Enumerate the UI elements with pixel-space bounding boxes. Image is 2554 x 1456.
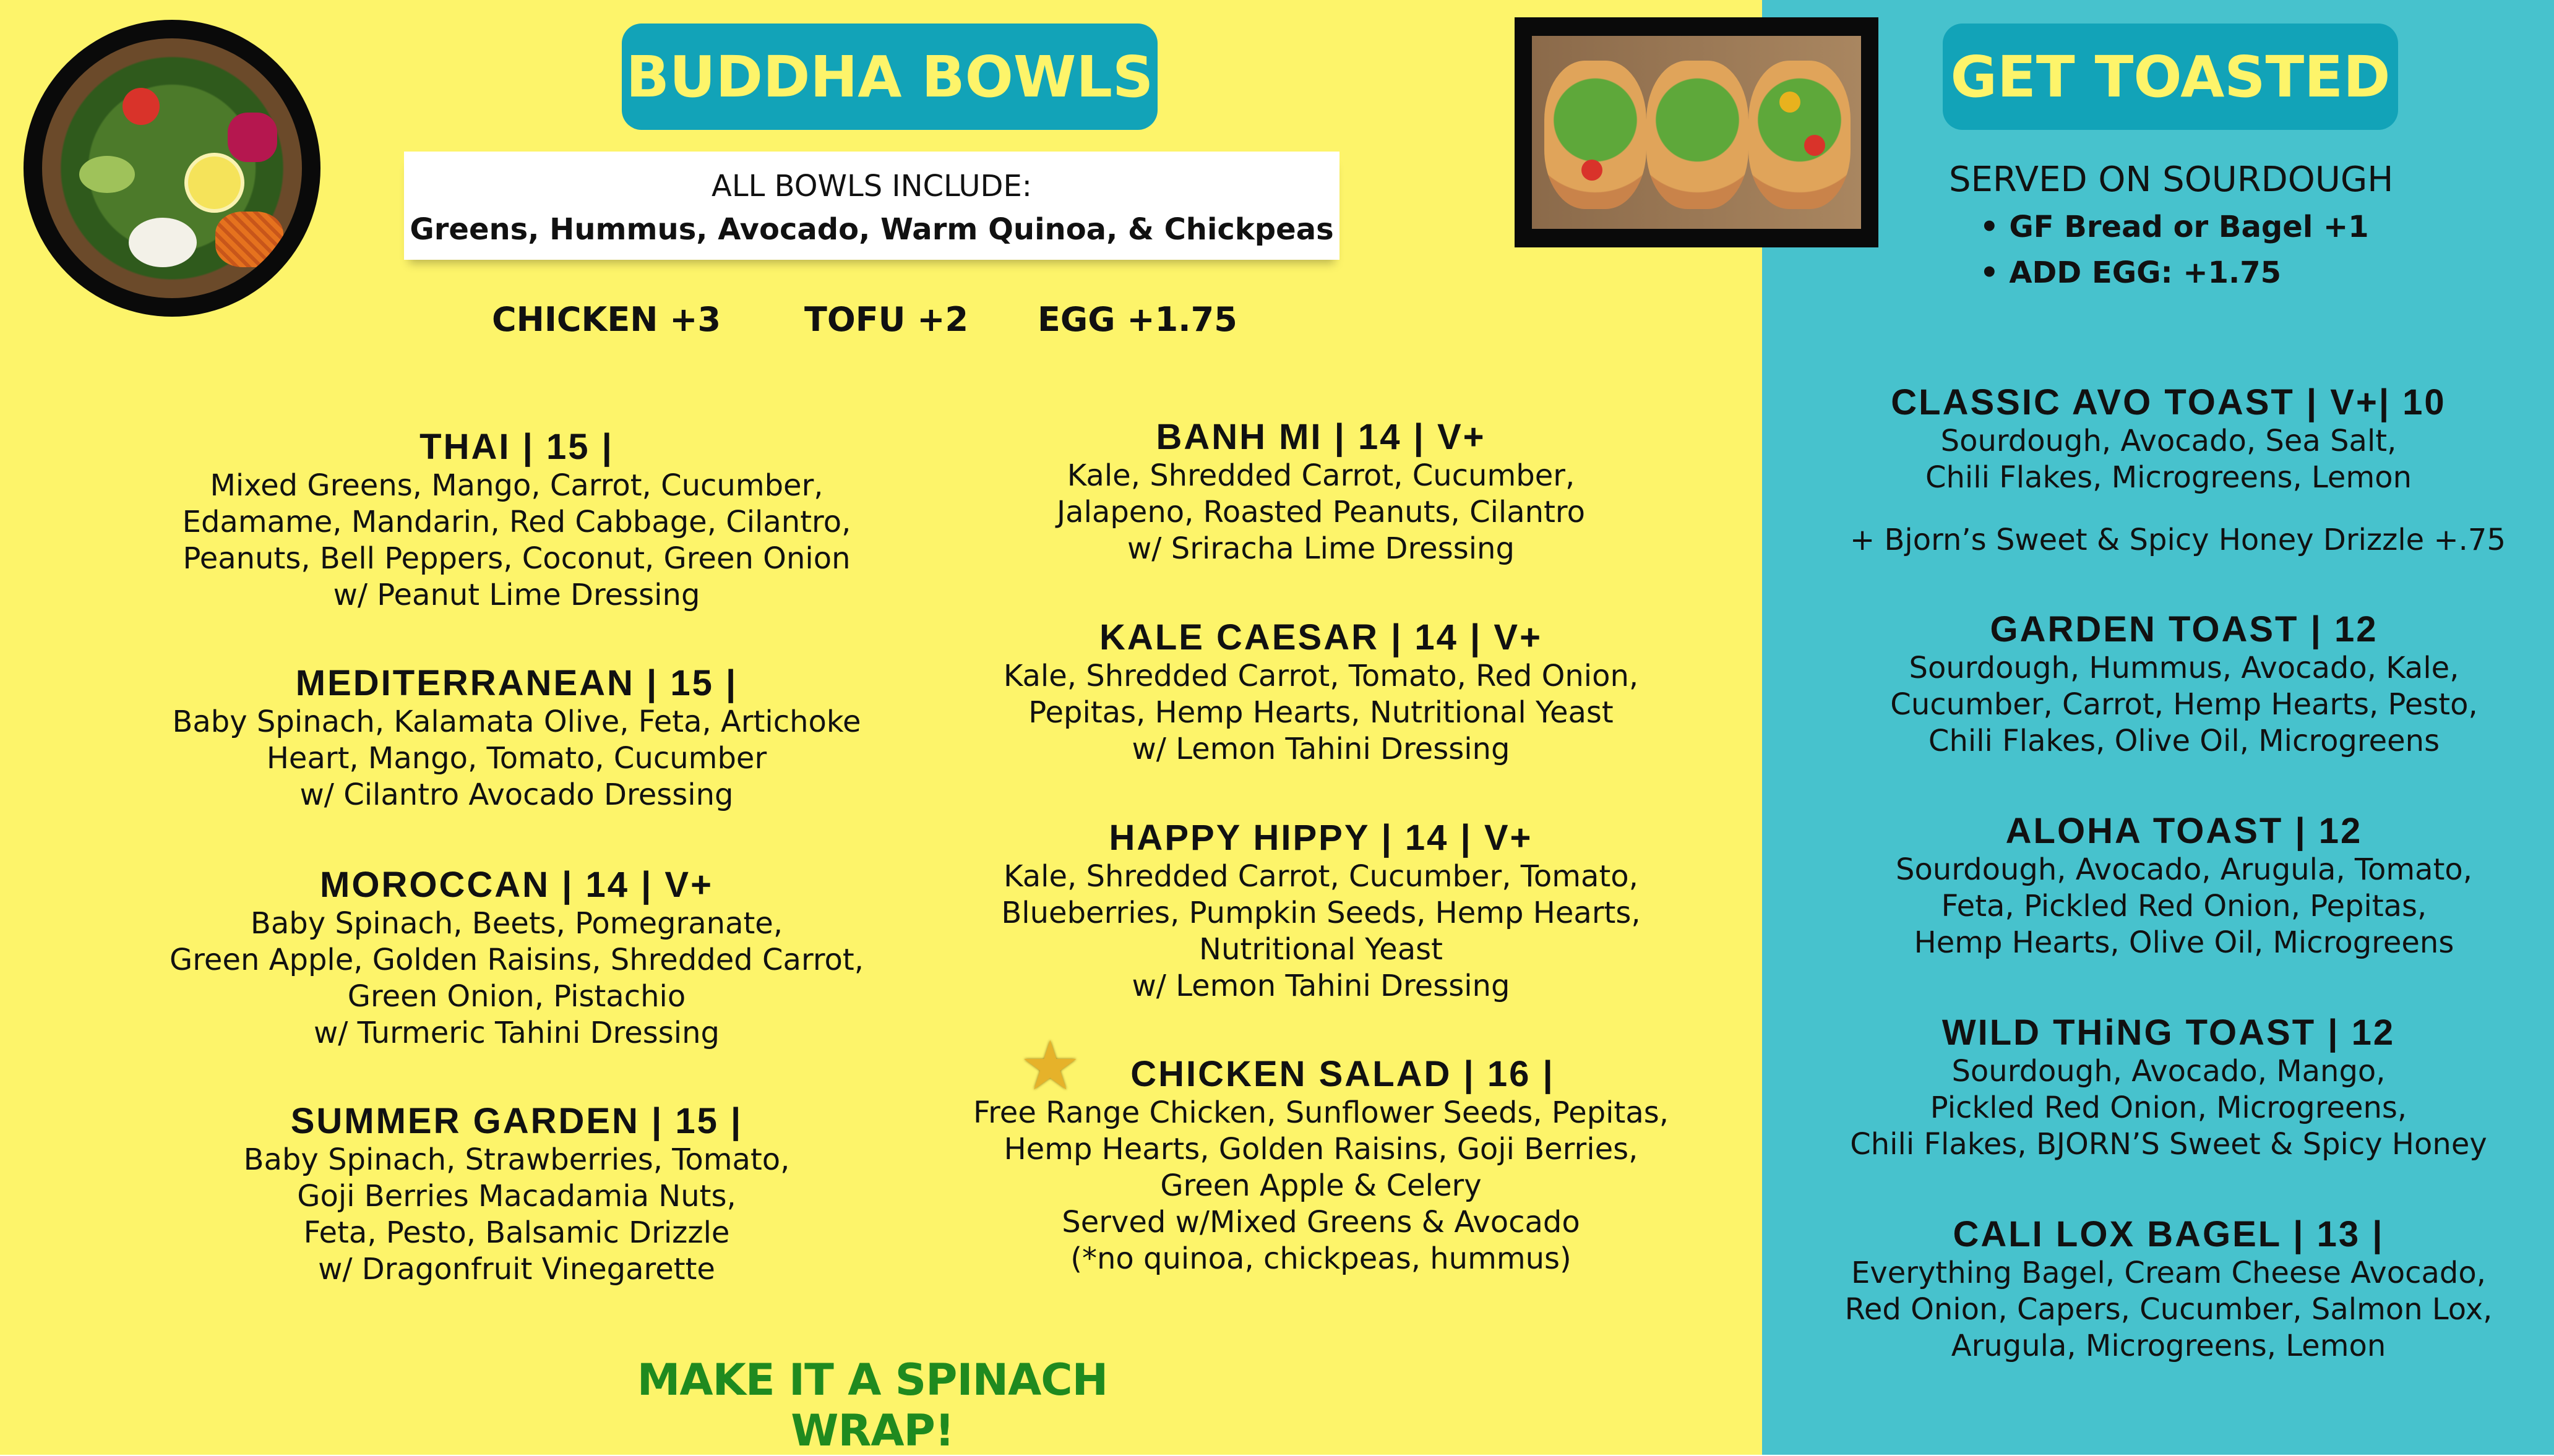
item-description: Mixed Greens, Mango, Carrot, Cucumber, Edamame, Mandarin, Red Cabbage, Cilantro, Peanuts, Bell Peppers, Coconut, Green Onion w/ Peanut Lime Dressing <box>182 468 851 612</box>
item-name: ALOHA TOAST | 12 <box>2005 811 2363 851</box>
item-description: Sourdough, Hummus, Avocado, Kale, Cucumber, Carrot, Hemp Hearts, Pesto, Chili Flakes, Olive Oil, Microgreens <box>1890 651 2478 758</box>
item-description: Kale, Shredded Carrot, Cucumber, Jalapeno, Roasted Peanuts, Cilantro w/ Sriracha Lime Dressing <box>1057 458 1585 566</box>
served-title: SERVED ON SOURDOUGH <box>1949 160 2394 200</box>
include-items: Greens, Hummus, Avocado, Warm Quinoa, & Chickpeas <box>410 212 1334 247</box>
item-name: KALE CAESAR | 14 | V+ <box>1099 617 1542 657</box>
addon-chicken: CHICKEN +3 <box>492 300 721 339</box>
menu-item-aloha-toast <box>1841 811 2527 961</box>
item-description: Baby Spinach, Kalamata Olive, Feta, Artichoke Heart, Mango, Tomato, Cucumber w/ Cilantro Avocado Dressing <box>172 704 861 812</box>
menu-item-thai <box>145 427 888 614</box>
item-name: CLASSIC AVO TOAST | V+| 10 <box>1891 382 2446 422</box>
include-title: ALL BOWLS INCLUDE: <box>712 169 1032 203</box>
item-description: Kale, Shredded Carrot, Tomato, Red Onion, Pepitas, Hemp Hearts, Nutritional Yeast w/ Lemon Tahini Dressing <box>1003 659 1639 766</box>
addon-tofu: TOFU +2 <box>804 300 969 339</box>
menu-item-moroccan <box>145 865 888 1051</box>
spinach-wrap-note: MAKE IT A SPINACH WRAP! <box>637 1355 1108 1456</box>
item-name: MEDITERRANEAN | 15 | <box>295 663 738 703</box>
item-name: GARDEN TOAST | 12 <box>1990 609 2378 649</box>
menu-item-chicken-salad <box>950 1054 1692 1277</box>
menu-item-garden-toast <box>1841 609 2527 760</box>
item-name: THAI | 15 | <box>419 427 614 467</box>
toast-image <box>1532 36 1861 229</box>
item-description: Baby Spinach, Strawberries, Tomato, Goji Berries Macadamia Nuts, Feta, Pesto, Balsamic Drizzle w/ Dragonfruit Vinegarette <box>243 1142 790 1287</box>
menu-item-happy-hippy <box>950 818 1692 1004</box>
star-icon: ★ <box>1020 1026 1081 1105</box>
item-description: Sourdough, Avocado, Mango, Pickled Red Onion, Microgreens, Chili Flakes, BJORN’S Sweet & Spicy Honey <box>1850 1054 2487 1162</box>
menu-item-summer-garden <box>145 1101 888 1288</box>
item-description: Sourdough, Avocado, Arugula, Tomato, Feta, Pickled Red Onion, Pepitas, Hemp Hearts, Olive Oil, Microgreens <box>1895 852 2473 960</box>
menu-item-cali-lox-bagel <box>1825 1214 2512 1364</box>
item-description: Everything Bagel, Cream Cheese Avocado, Red Onion, Capers, Cucumber, Salmon Lox, Arugula, Microgreens, Lemon <box>1844 1256 2493 1363</box>
bowl-image <box>42 38 302 298</box>
item-description: Baby Spinach, Beets, Pomegranate, Green Apple, Golden Raisins, Shredded Carrot, Green Onion, Pistachio w/ Turmeric Tahini Dressing <box>170 906 864 1050</box>
bowls-include-box <box>404 152 1339 260</box>
item-description: Free Range Chicken, Sunflower Seeds, Pepitas, Hemp Hearts, Golden Raisins, Goji Berries, Green Apple & Celery Served w/Mixed Greens & Avocado (*no quinoa, chickpeas, hummus) <box>973 1095 1669 1276</box>
served-option: • ADD EGG: +1.75 <box>1980 250 2369 296</box>
item-name: WILD THiNG TOAST | 12 <box>1941 1013 2396 1053</box>
addon-egg: EGG +1.75 <box>1038 300 1237 339</box>
toast-photo <box>1515 17 1878 247</box>
buddha-bowls-banner: BUDDHA BOWLS <box>622 24 1158 130</box>
item-name: BANH MI | 14 | V+ <box>1156 417 1486 457</box>
menu-item-kale-caesar <box>950 617 1692 768</box>
get-toasted-banner: GET TOASTED <box>1943 24 2398 130</box>
menu-item-classic-avo-toast <box>1825 382 2512 496</box>
item-description: Sourdough, Avocado, Sea Salt, Chili Flakes, Microgreens, Lemon <box>1925 424 2412 495</box>
served-options <box>1980 204 2369 296</box>
item-name: HAPPY HIPPY | 14 | V+ <box>1109 818 1533 858</box>
bowl-photo <box>24 20 320 317</box>
honey-drizzle-addon: + Bjorn’s Sweet & Spicy Honey Drizzle +.75 <box>1850 523 2506 557</box>
menu-item-mediterranean <box>145 663 888 813</box>
menu-item-wild-thing-toast <box>1825 1013 2512 1163</box>
menu-item-banh-mi <box>950 417 1692 567</box>
item-name: CHICKEN SALAD | 16 | <box>1130 1054 1555 1094</box>
served-option: • GF Bread or Bagel +1 <box>1980 204 2369 250</box>
item-name: MOROCCAN | 14 | V+ <box>320 865 713 905</box>
item-name: CALI LOX BAGEL | 13 | <box>1953 1214 2384 1254</box>
item-description: Kale, Shredded Carrot, Cucumber, Tomato, Blueberries, Pumpkin Seeds, Hemp Hearts, Nutritional Yeast w/ Lemon Tahini Dressing <box>1001 859 1641 1003</box>
item-name: SUMMER GARDEN | 15 | <box>290 1101 743 1141</box>
